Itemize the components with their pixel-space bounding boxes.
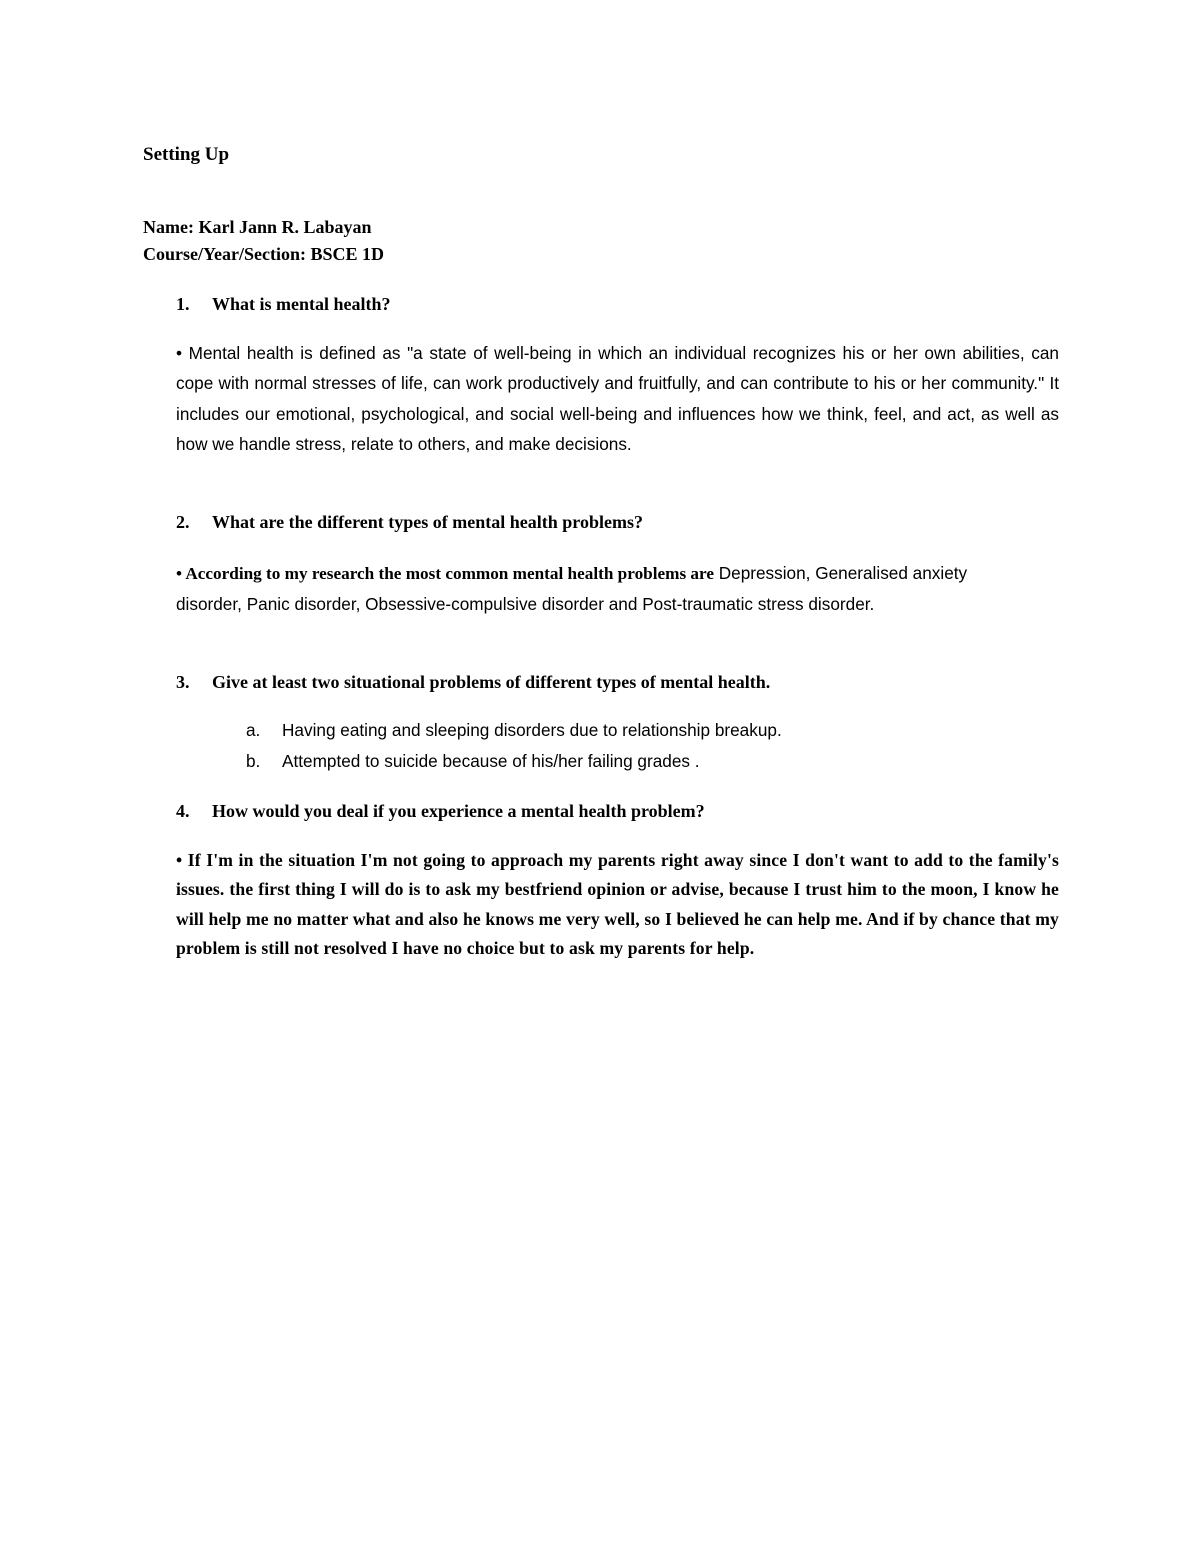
question-2 [176, 512, 643, 533]
question-text: What is mental health? [212, 294, 391, 314]
list-item-text: Having eating and sleeping disorders due to relationship breakup. [282, 720, 782, 740]
question-text: How would you deal if you experience a mental health problem? [212, 801, 705, 821]
question-number: 4. [176, 801, 190, 821]
list-item-text: Attempted to suicide because of his/her failing grades . [282, 751, 700, 771]
list-item-letter: b. [246, 751, 261, 771]
question-number: 1. [176, 294, 190, 314]
list-item-b [246, 751, 700, 772]
list-item-a [246, 720, 782, 741]
answer-1: • Mental health is defined as "a state of well-being in which an individual recognizes his or her own abilities, can cope with normal stresses of life, can work productively and fruitfully, and can contribute to his or her community." It includes our emotional, psychological, and social well-being and influences how we think, feel, and act, as well as how we handle stress, relate to others, and make decisions. [176, 343, 1059, 454]
answer-2 [176, 558, 1026, 621]
question-1 [176, 294, 391, 315]
question-text: Give at least two situational problems of different types of mental health. [212, 672, 771, 692]
question-number: 2. [176, 512, 190, 532]
answer-2-list: Depression, Generalised anxiety disorder, Panic disorder, Obsessive-compulsive disorder and Post-traumatic stress disorder. [176, 563, 968, 615]
question-text: What are the different types of mental health problems? [212, 512, 643, 532]
name-line: Name: Karl Jann R. Labayan [143, 217, 372, 237]
answer-2-lead: • According to my research the most common mental health problems are [176, 564, 714, 583]
document-title: Setting Up [143, 144, 230, 165]
course-line: Course/Year/Section: BSCE 1D [143, 244, 384, 264]
answer-4: • If I'm in the situation I'm not going to approach my parents right away since I don't want to add to the family's issues. the first thing I will do is to ask my bestfriend opinion or advise, because I trust him to the moon, I know he will help me no matter what and also he knows me very well, so I believed he can help me. And if by chance that my problem is still not resolved I have no choice but to ask my parents for help. [176, 850, 1059, 959]
question-4 [176, 801, 705, 822]
question-3 [176, 672, 770, 693]
list-item-letter: a. [246, 720, 261, 740]
question-number: 3. [176, 672, 190, 692]
